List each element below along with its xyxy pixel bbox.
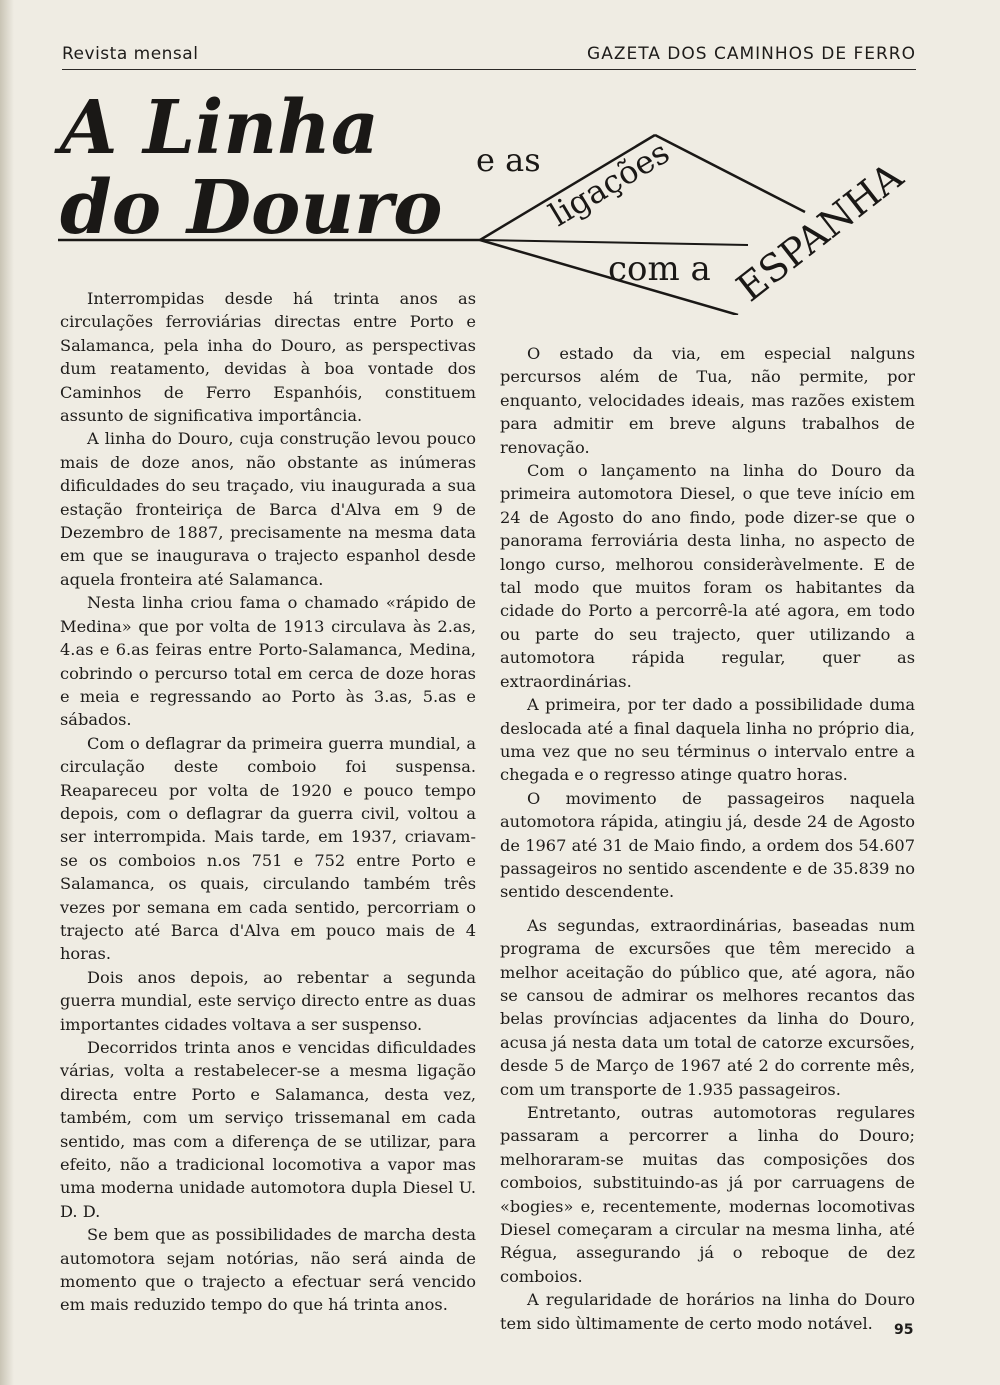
paragraph: A regularidade de horários na linha do Douro tem sido ùltimamente de certo modo notável. (500, 1290, 915, 1333)
title-ligacoes: ligações (542, 133, 676, 234)
article-right-column (500, 342, 915, 1335)
page-number: 95 (894, 1322, 914, 1338)
paragraph: Dois anos depois, ao rebentar a segunda guerra mundial, este serviço directo entre as duas importantes cidades voltava a ser suspenso. (60, 967, 476, 1034)
title-espanha: ESPANHA (728, 154, 911, 311)
paragraph: A primeira, por ter dado a possibilidade duma deslocada até a final daquela linha no próprio dia, uma vez que no seu términus o intervalo entre a chegada e o regresso atinge quatro horas. (500, 695, 915, 785)
paragraph: Interrompidas desde há trinta anos as circulações ferroviárias directas entre Porto e Salamanca, pela inha do Douro, as perspectivas dum reatamento, devidas à boa vontade dos Caminhos de Ferro Espanhóis, constituem assunto de significativa importância. (60, 289, 476, 426)
title-line-1: A Linha (60, 85, 379, 171)
paragraph: Com o lançamento na linha do Douro da primeira automotora Diesel, o que teve início em 24 de Agosto do ano findo, pode dizer-se que o panorama ferroviária desta linha, no aspecto de longo curso, melhorou consideràvelmente. E de tal modo que muitos foram os habitantes da cidade do Porto a percorrê-la até agora, em todo ou parte do seu trajecto, quer utilizando a automotora rápida regular, quer as extraordinárias. (500, 461, 915, 691)
paragraph: Decorridos trinta anos e vencidas dificuldades várias, volta a restabelecer-se a mesma ligação directa entre Porto e Salamanca, desta vez, também, com um serviço trissemanal em cada sentido, mas com a diferença de se utilizar, para efeito, não a tradicional locomotiva a vapor mas uma moderna unidade automotora dupla Diesel U. D. D. (60, 1038, 476, 1221)
wedge-line-middle (480, 240, 748, 245)
paragraph: A linha do Douro, cuja construção levou pouco mais de doze anos, não obstante as inúmeras dificuldades do seu traçado, viu inaugurada a sua estação fronteiriça de Barca d'Alva em 9 de Dezembro de 1887, precisamente na mesma data em que se inaugurava o trajecto espanhol desde aquela fronteira até Salamanca. (60, 429, 476, 589)
header-right-text: GAZETA DOS CAMINHOS DE FERRO (587, 44, 916, 64)
paragraph: Com o deflagrar da primeira guerra mundial, a circulação deste comboio foi suspensa. Reapareceu por volta de 1920 e pouco tempo depois, com o deflagrar da guerra civil, voltou a ser interrompida. Mais tarde, em 1937, criavam-se os comboios n.os 751 e 752 entre Porto e Salamanca, os quais, circulando também três vezes por semana em cada sentido, percorriam o trajecto até Barca d'Alva em pouco mais de 4 horas. (60, 733, 476, 964)
paragraph: As segundas, extraordinárias, baseadas num programa de excursões que têm merecido a melhor aceitação do público que, até agora, não se cansou de admirar os melhores recantos das belas províncias adjacentes da linha do Douro, acusa já nesta data um total de catorze excursões, desde 5 de Março de 1967 até 2 do corrente mês, com um transporte de 1.935 passageiros. (500, 915, 915, 1099)
title-graphic (0, 75, 1000, 315)
wedge-line-top-right (655, 135, 805, 212)
title-line-2: do Douro (60, 165, 443, 251)
article-left-column (60, 287, 476, 1317)
header-left-text: Revista mensal (62, 44, 199, 64)
paragraph: Se bem que as possibilidades de marcha desta automotora sejam notórias, não será ainda de momento que o trajecto a efectuar será vencido em mais reduzido tempo do que há trinta anos. (60, 1225, 476, 1315)
title-e-as: e as (476, 141, 541, 179)
paragraph: O movimento de passageiros naquela automotora rápida, atingiu já, desde 24 de Agosto de 1967 até 31 de Maio findo, a ordem dos 54.607 passageiros no sentido ascendente e de 35.839 no sentido descendente. (500, 788, 915, 902)
header-rule (62, 69, 916, 70)
paragraph: Entretanto, outras automotoras regulares passaram a percorrer a linha do Douro; melhoraram-se muitas das composições dos comboios, substituindo-as já por carruagens de «bogies» e, recentemente, modernas locomotivas Diesel começaram a circular na mesma linha, até Régua, assegurando já o reboque de dez comboios. (500, 1103, 915, 1286)
title-com-a: com a (608, 249, 711, 289)
paragraph: Nesta linha criou fama o chamado «rápido de Medina» que por volta de 1913 circulava às 2.as, 4.as e 6.as feiras entre Porto-Salamanca, Medina, cobrindo o percurso total em cerca de doze horas e meia e regressando ao Porto às 3.as, 5.as e sábados. (60, 593, 476, 730)
paragraph: O estado da via, em especial nalguns percursos além de Tua, não permite, por enquanto, velocidades ideais, mas razões existem para admitir em breve alguns trabalhos de renovação. (500, 344, 915, 457)
running-header (62, 44, 916, 70)
